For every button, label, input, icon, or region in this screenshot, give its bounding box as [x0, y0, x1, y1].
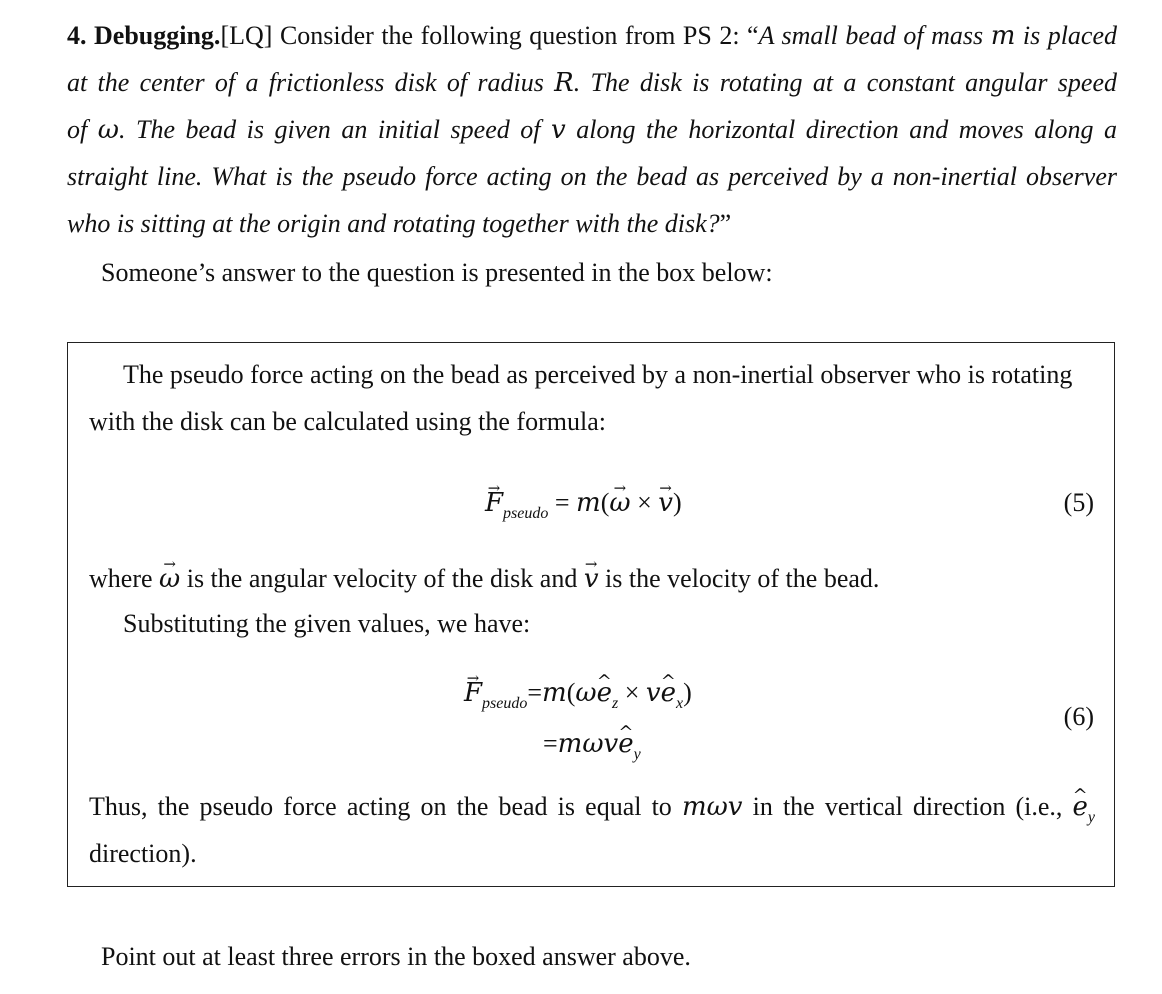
- question-text: who is sitting at the origin and rotating together with the disk?: [67, 209, 720, 238]
- thus-text: in the vertical direction (i.e.,: [752, 792, 1063, 821]
- problem-line-1: [67, 21, 1117, 51]
- answer-intro: Someone’s answer to the question is presented in the box below:: [101, 258, 773, 287]
- eq5-times: ×: [630, 488, 659, 517]
- eq6-close: ): [683, 678, 692, 707]
- question-text: of: [67, 115, 88, 144]
- problem-number: 4.: [67, 21, 87, 50]
- box-paragraph-1-line-1: The pseudo force acting on the bead as perceived by a non-inertial observer who is rotating: [123, 360, 1073, 389]
- question-text: at the center of a frictionless disk of radius: [67, 68, 544, 97]
- thus-text: Thus, the pseudo force acting on the bead is equal to: [89, 792, 672, 821]
- eq6-m: m: [542, 678, 567, 708]
- thus-line-1: [89, 792, 1095, 826]
- problem-title: Debugging.: [94, 21, 221, 50]
- eq5-close: ): [672, 488, 682, 517]
- where-v: → v: [584, 564, 599, 594]
- thus-e-hat: ^ e: [1073, 792, 1088, 822]
- eq5-v: → v: [658, 488, 673, 518]
- question-text: . The bead is given an initial speed of: [118, 115, 541, 144]
- where-line: [89, 564, 879, 594]
- equation-6-number: (6): [1063, 702, 1094, 731]
- eq5-equals: =: [548, 488, 577, 517]
- where-text: where: [89, 564, 153, 593]
- eq6-times: ×: [618, 678, 646, 707]
- eq6-e-hat: ^ e: [597, 678, 612, 708]
- where-text: is the angular velocity of the disk and: [186, 564, 578, 593]
- var-m: m: [990, 21, 1016, 51]
- eq6-line2-mwv: mωv: [557, 729, 619, 759]
- eq5-open: (: [600, 488, 610, 517]
- where-omega: → ω: [159, 564, 180, 594]
- var-R: R: [554, 68, 574, 98]
- eq6-sub-x: x: [675, 695, 684, 712]
- equation-5-number: (5): [1063, 488, 1094, 517]
- eq6-line2-e-hat: ^ e: [618, 729, 633, 759]
- eq6-line2-sub-y: y: [633, 746, 641, 763]
- where-text: is the velocity of the bead.: [605, 564, 880, 593]
- problem-line-4: [67, 162, 1117, 192]
- problem-tag: [LQ]: [220, 21, 273, 50]
- question-text: A small bead of mass: [758, 21, 984, 50]
- eq6-sub: pseudo: [482, 695, 528, 712]
- equation-6-line-2: [543, 729, 641, 763]
- eq6-e-hat: ^ e: [661, 678, 676, 708]
- var-omega: ω: [97, 115, 119, 145]
- task-line: Point out at least three errors in the boxed answer above.: [101, 942, 691, 971]
- eq6-sub-z: z: [611, 695, 619, 712]
- problem-line-3: [67, 115, 1117, 145]
- eq5-m: m: [576, 488, 601, 518]
- eq6-equals: =: [527, 678, 543, 707]
- equation-6-line-1: [464, 678, 692, 712]
- substituting-line: Substituting the given values, we have:: [123, 609, 531, 638]
- closing-quote: ”: [719, 209, 732, 238]
- equation-5: [485, 488, 682, 522]
- problem-intro: Consider the following question from PS 2: “: [279, 21, 759, 50]
- eq6-F: → F: [464, 678, 482, 708]
- question-text: along the horizontal direction and moves along a: [576, 115, 1118, 144]
- thus-mwv: mωv: [681, 792, 743, 822]
- eq5-F: → F: [485, 488, 503, 518]
- eq6-line2-equals: =: [543, 729, 558, 758]
- eq5-sub: pseudo: [503, 505, 549, 522]
- problem-line-5: [67, 209, 731, 239]
- box-paragraph-1-line-2: with the disk can be calculated using the formula:: [89, 407, 606, 436]
- var-v: v: [551, 115, 566, 145]
- question-text: straight line. What is the pseudo force acting on the bead as perceived by a non-inertial observer: [67, 162, 1117, 191]
- eq6-open: (: [566, 678, 576, 707]
- thus-sub-y: y: [1087, 809, 1095, 826]
- problem-line-2: [67, 68, 1117, 98]
- answer-box: [67, 342, 1115, 887]
- thus-line-2: direction).: [89, 839, 197, 868]
- eq6-v: v: [645, 678, 661, 708]
- question-text: is placed: [1022, 21, 1118, 50]
- eq6-omega: ω: [575, 678, 597, 708]
- eq5-omega: → ω: [609, 488, 630, 518]
- question-text: . The disk is rotating at a constant angular speed: [573, 68, 1118, 97]
